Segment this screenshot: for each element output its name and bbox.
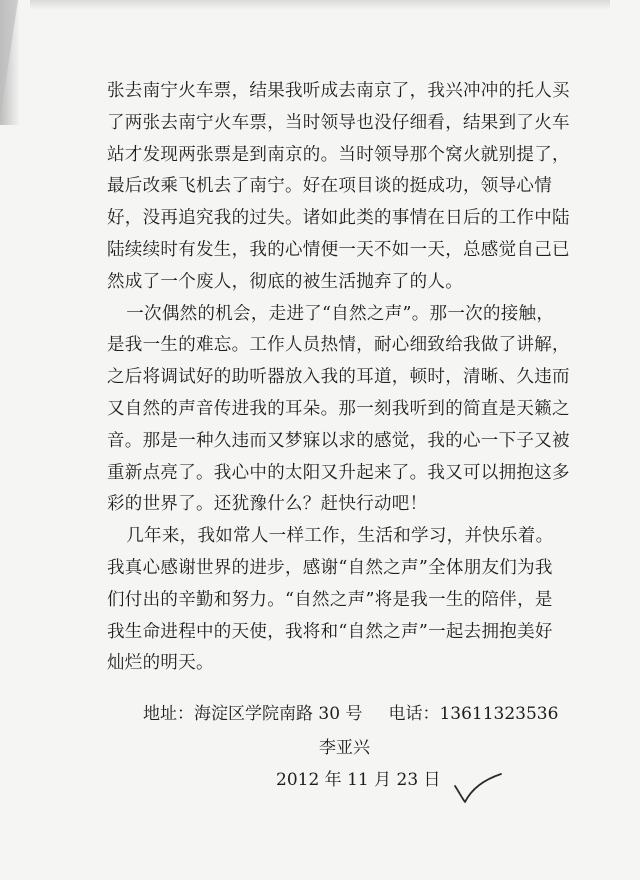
- text-line: 张去南宁火车票，结果我听成去南京了，我兴冲冲的托人买: [107, 81, 570, 101]
- text-line: 几年来，我如常人一样工作，生活和学习，并快乐着。: [126, 526, 554, 547]
- text-line: 灿烂的明天。: [107, 653, 214, 674]
- checkmark-icon: [451, 772, 503, 804]
- text-line: 是我一生的难忘。工作人员热情，耐心细致给我做了讲解，: [107, 335, 570, 356]
- scan-shadow-top: [30, 0, 610, 10]
- text-line: 陆续续时有发生，我的心情便一天不如一天，总感觉自己已: [107, 239, 570, 260]
- text-line: 音。那是一种久违而又梦寐以求的感觉，我的心一下子又被: [107, 430, 570, 451]
- text-line: 一次偶然的机会，走进了“自然之声”。那一次的接触，: [126, 303, 555, 324]
- text-line: 好，没再追究我的过失。诸如此类的事情在日后的工作中陆: [107, 208, 570, 229]
- letter-body: [107, 76, 570, 680]
- text-line: 又自然的声音传进我的耳朵。那一刻我听到的简直是天籁之: [107, 398, 570, 419]
- text-line: 然成了一个废人，彻底的被生活抛弃了的人。: [107, 271, 463, 292]
- text-line: 站才发现两张票是到南京的。当时领导那个窝火就别提了，: [107, 144, 570, 165]
- address-text: 地址：海淀区学院南路 30 号: [143, 704, 363, 724]
- signature-date: 2012 年 11 月 23 日: [276, 770, 441, 790]
- paragraph-2: [107, 299, 570, 522]
- text-line: 们付出的辛勤和努力。“自然之声”将是我一生的陪伴，是: [107, 589, 553, 610]
- signature-name: 李亚兴: [319, 738, 370, 758]
- paragraph-3: [107, 521, 557, 680]
- corner-shadow: [0, 0, 20, 125]
- text-line: 之后将调试好的助听器放入我的耳道，顿时，清晰、久违而: [107, 367, 570, 388]
- phone-text: 电话：13611323536: [388, 704, 559, 724]
- text-line: 重新点亮了。我心中的太阳又升起来了。我又可以拥抱这多: [107, 462, 570, 483]
- text-line: 我真心感谢世界的进步，感谢“自然之声”全体朋友们为我: [107, 557, 553, 578]
- text-line: 我生命进程中的天使，我将和“自然之声”一起去拥抱美好: [107, 621, 553, 642]
- text-line: 了两张去南宁火车票，当时领导也没仔细看，结果到了火车: [107, 112, 570, 133]
- text-line: 彩的世界了。还犹豫什么？赶快行动吧！: [107, 494, 428, 515]
- paragraph-1: [107, 76, 570, 299]
- address-line: [143, 699, 558, 724]
- text-line: 最后改乘飞机去了南宁。好在项目谈的挺成功，领导心情: [107, 176, 552, 197]
